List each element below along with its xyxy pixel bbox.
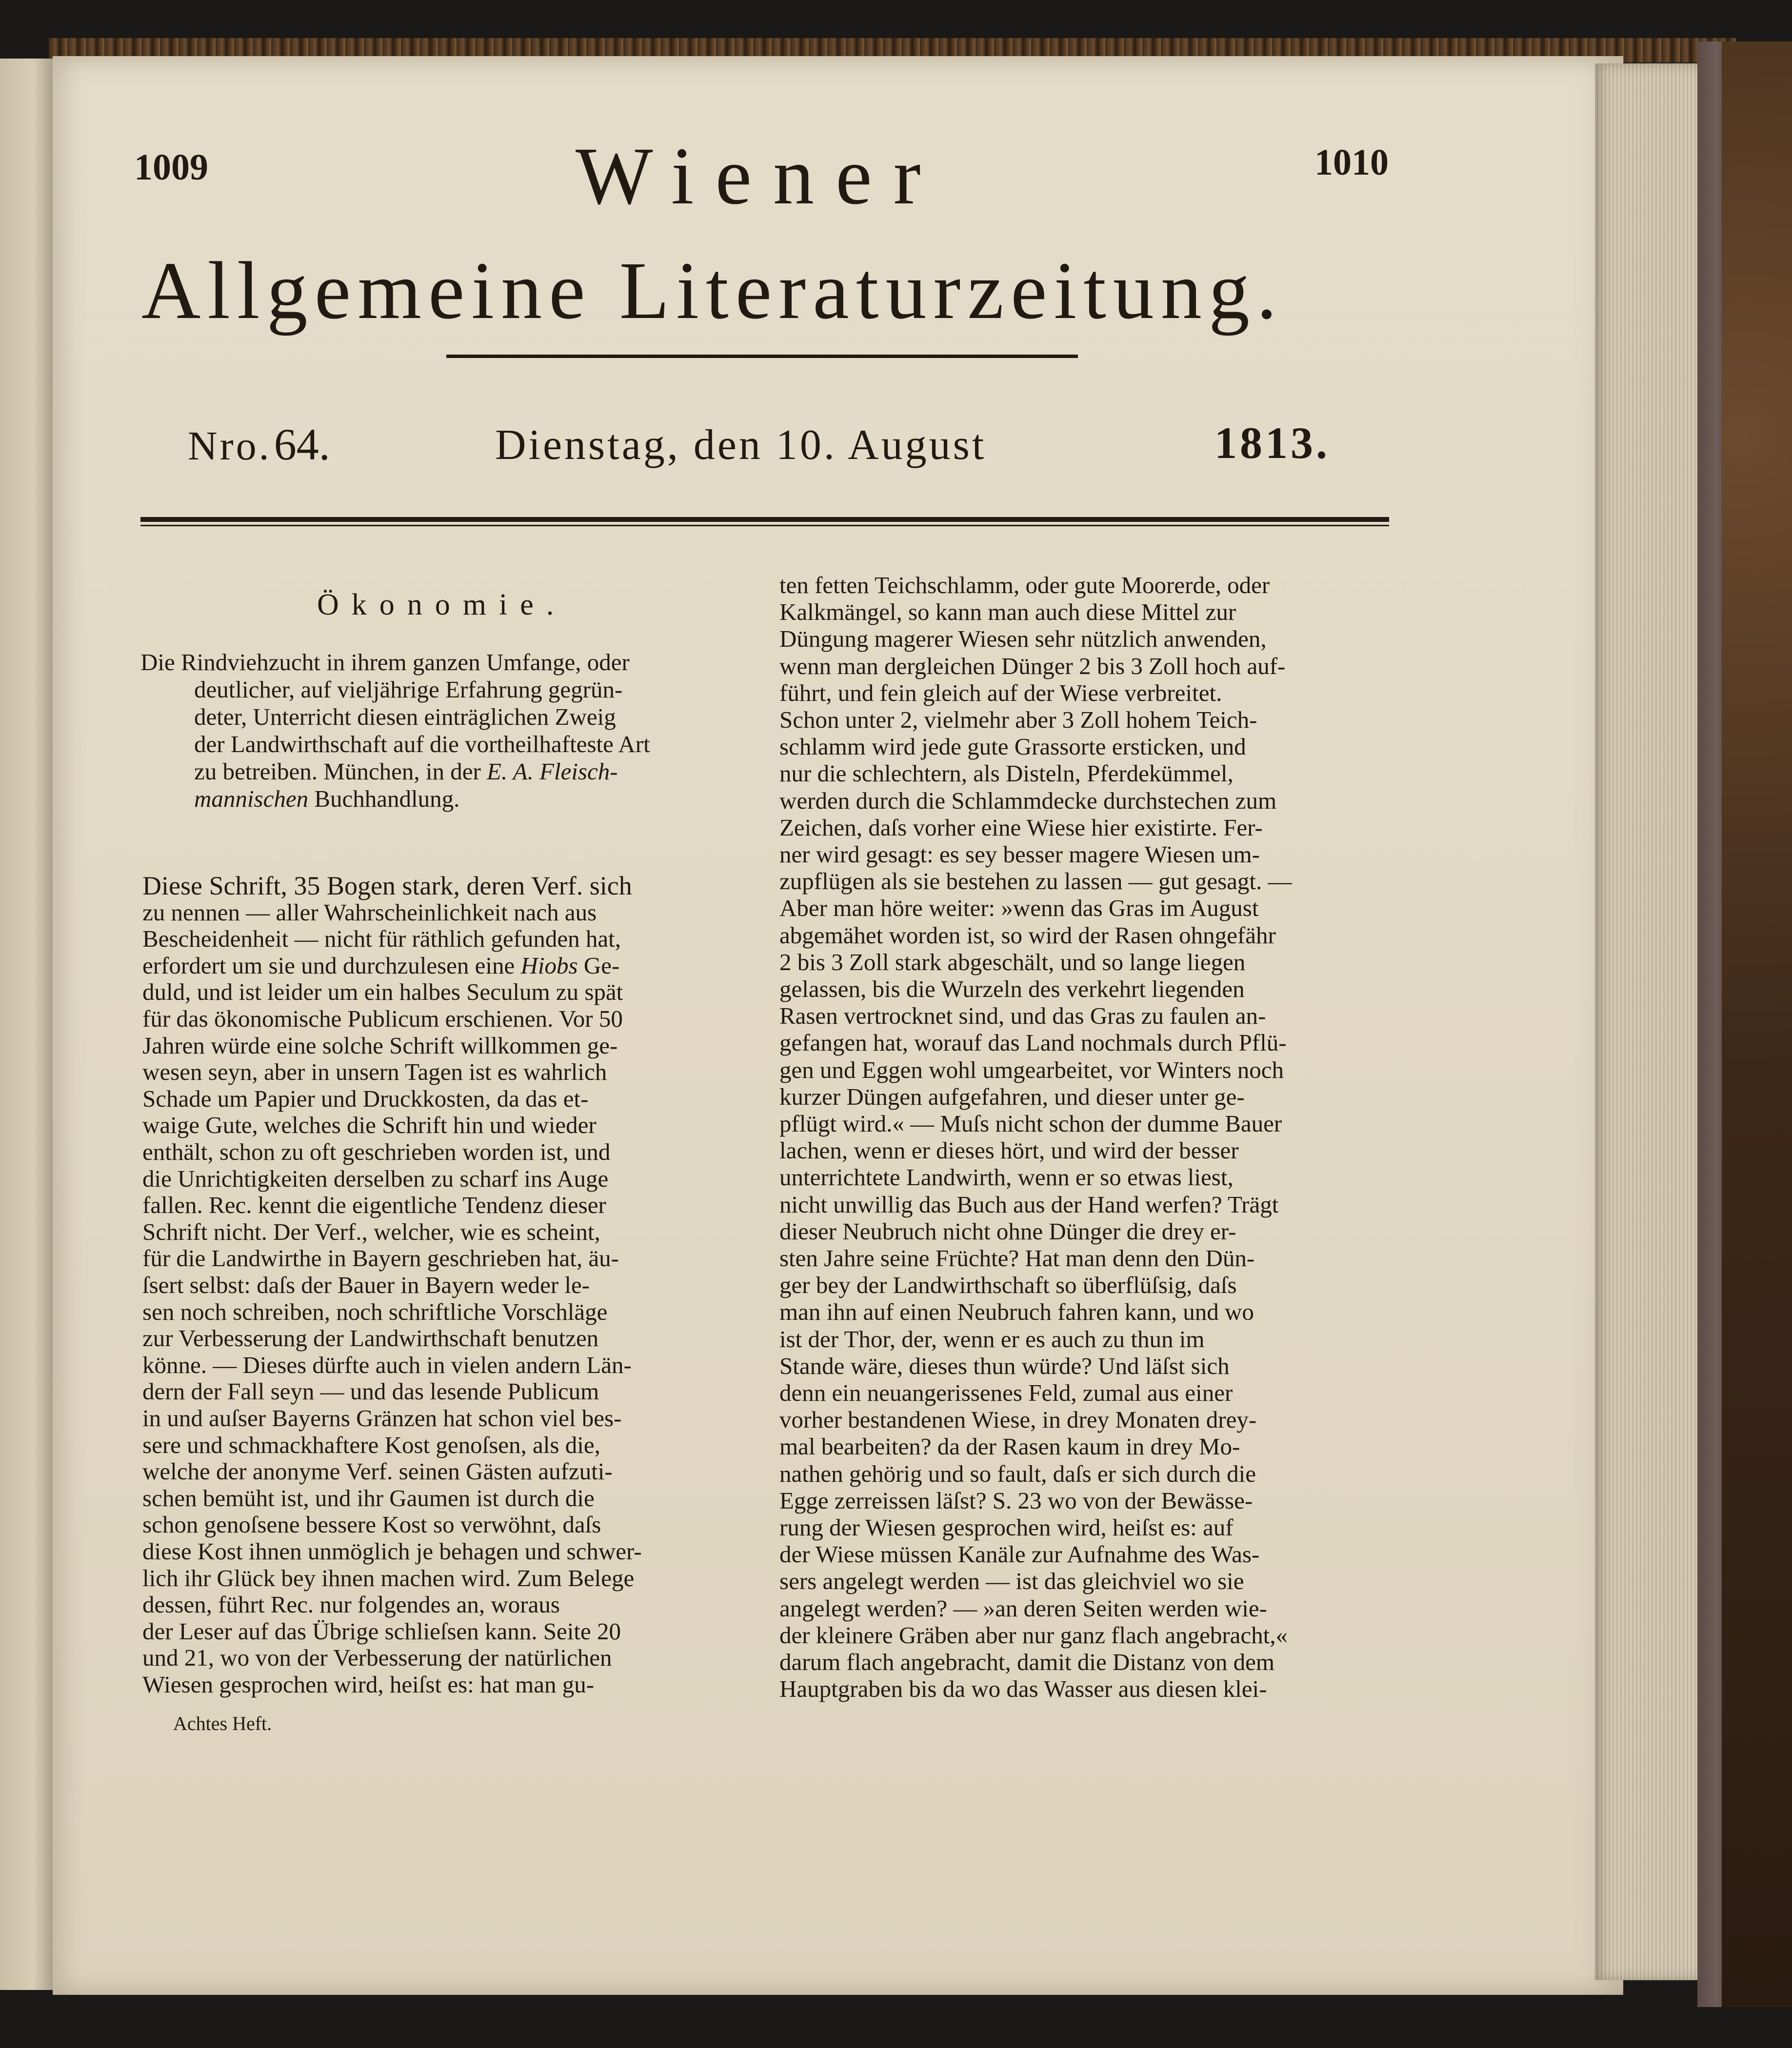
right-column-line: ger bey der Landwirthschaft so überflüſsig, daſs <box>779 1272 1237 1299</box>
left-column-line: ſsert selbst: daſs der Bauer in Bayern weder le- <box>142 1272 590 1298</box>
masthead-rule <box>446 355 1078 358</box>
left-column-line: für das ökonomische Publicum erschienen. Vor 50 <box>142 1005 623 1032</box>
book-entry-end: Buchhandlung. <box>308 785 460 812</box>
page-number-left: 1009 <box>134 147 208 188</box>
masthead-line2: Allgemeine Literaturzeitung. <box>141 245 1284 336</box>
right-column-line: wenn man dergleichen Dünger 2 bis 3 Zoll hoch auf- <box>779 652 1286 679</box>
book-entry-line: deutlicher, auf vieljährige Erfahrung gegrün- <box>194 676 623 703</box>
left-column-line: in und auſser Bayerns Gränzen hat schon viel bes- <box>142 1405 622 1432</box>
left-column-line: duld, und ist leider um ein halbes Seculum zu spät <box>142 978 623 1006</box>
book-entry-publisher: E. A. Fleisch- <box>487 758 618 785</box>
right-column-line: Hauptgraben bis da wo das Wasser aus diesen klei- <box>779 1675 1267 1703</box>
right-column-line: Düngung magerer Wiesen sehr nützlich anwenden, <box>779 625 1267 653</box>
book-entry-line: deter, Unterricht diesen einträglichen Zweig <box>194 703 616 730</box>
left-column-line: die Unrichtigkeiten derselben zu scharf ins Auge <box>142 1165 609 1192</box>
left-column-line: dessen, führt Rec. nur folgendes an, woraus <box>142 1591 560 1618</box>
right-column-line: vorher bestandenen Wiese, in drey Monaten drey- <box>779 1406 1257 1433</box>
left-column-line: zu nennen — aller Wahrscheinlichkeit nach aus <box>142 898 597 926</box>
right-column-line: unterrichtete Landwirth, wenn er so etwas liest, <box>779 1164 1234 1191</box>
left-column-line: diese Kost ihnen unmöglich je behagen und schwer- <box>142 1538 642 1565</box>
left-column-line: für die Landwirthe in Bayern geschrieben hat, äu- <box>142 1245 619 1272</box>
left-column-line: Schade um Papier und Druckkosten, da das et- <box>142 1085 589 1112</box>
left-column-line: und 21, wo von der Verbesserung der natürlichen <box>142 1644 612 1671</box>
right-column-line: Zeichen, daſs vorher eine Wiese hier existirte. Fer- <box>779 814 1263 841</box>
left-column-line: waige Gute, welches die Schrift hin und wieder <box>142 1112 597 1139</box>
right-column-line: gefangen hat, worauf das Land nochmals durch Pflü- <box>779 1029 1287 1056</box>
left-column-line: lich ihr Glück bey ihnen machen wird. Zum Belege <box>142 1564 635 1591</box>
right-column-line: denn ein neuangerissenes Feld, zumal aus einer <box>779 1379 1233 1406</box>
right-column-line: dieser Neubruch nicht ohne Dünger die drey er- <box>779 1217 1236 1245</box>
right-column-line: Rasen vertrocknet sind, und das Gras zu faulen an- <box>779 1002 1266 1030</box>
right-column-line: Schon unter 2, vielmehr aber 3 Zoll hohem Teich- <box>779 706 1257 733</box>
section-heading: Ökonomie. <box>317 588 567 621</box>
issue-number <box>188 418 330 470</box>
line-text-end: Ge- <box>577 952 620 979</box>
right-column-line: Aber man höre weiter: »wenn das Gras im August <box>779 895 1259 922</box>
right-column-line: lachen, wenn er dieses hört, und wird der besser <box>779 1137 1239 1164</box>
right-column-line: gelassen, bis die Wurzeln des verkehrt liegenden <box>779 975 1245 1002</box>
left-column-line: könne. — Dieses dürfte auch in vielen andern Län- <box>142 1351 632 1378</box>
right-column-line: zupflügen als sie bestehen zu lassen — gut gesagt. — <box>779 868 1292 895</box>
book-entry-line <box>194 758 618 785</box>
right-column-line: Egge zerreissen läſst? S. 23 wo von der Bewässe- <box>779 1487 1253 1514</box>
left-column-line: zur Verbesserung der Landwirthschaft benutzen <box>142 1325 599 1352</box>
page-number-right: 1010 <box>1314 142 1389 183</box>
header-rule-thin <box>140 525 1389 526</box>
left-column-line <box>142 952 619 979</box>
right-column-line: der Wiese müssen Kanäle zur Aufnahme des Was- <box>779 1541 1260 1568</box>
issue-date: Dienstag, den 10. August <box>495 421 987 469</box>
right-column-line: mal bearbeiten? da der Rasen kaum in drey Mo- <box>779 1433 1240 1460</box>
left-column-line: welche der anonyme Verf. seinen Gästen aufzuti- <box>142 1458 613 1485</box>
book-cover <box>1722 41 1792 2007</box>
issue-year: 1813. <box>1215 418 1330 468</box>
left-column-line: sen noch schreiben, noch schriftliche Vorschläge <box>142 1298 608 1325</box>
left-column-line: dern der Fall seyn — und das lesende Publicum <box>142 1378 599 1405</box>
right-column-line: 2 bis 3 Zoll stark abgeschält, und so lange liegen <box>779 948 1246 975</box>
right-column-line: kurzer Düngen aufgefahren, und dieser unter ge- <box>779 1083 1245 1110</box>
footer-signature: Achtes Heft. <box>173 1712 272 1734</box>
left-column-line: schen bemüht ist, und ihr Gaumen ist durch die <box>142 1484 595 1511</box>
left-column-line: Jahren würde eine solche Schrift willkommen ge- <box>142 1032 618 1059</box>
right-column-line: ten fetten Teichschlamm, oder gute Moorerde, oder <box>779 572 1270 598</box>
right-column-line: man ihn auf einen Neubruch fahren kann, und wo <box>779 1298 1254 1326</box>
left-column-line: Schrift nicht. Der Verf., welcher, wie es scheint, <box>142 1218 600 1245</box>
right-column-line: ner wird gesagt: es sey besser magere Wiesen um- <box>779 841 1260 868</box>
header-rule-thick <box>140 517 1389 522</box>
right-column-line: darum flach angebracht, damit die Distanz von dem <box>779 1649 1275 1675</box>
right-column-line: Kalkmängel, so kann man auch diese Mittel zur <box>779 598 1236 626</box>
issue-value: 64. <box>274 419 330 469</box>
right-column-line: nathen gehörig und so fault, daſs er sich durch die <box>779 1460 1256 1487</box>
line-text: erfordert um sie und durchzulesen eine <box>142 952 521 979</box>
left-column-line: schon genoſsene bessere Kost so verwöhnt, daſs <box>142 1511 601 1538</box>
right-column-line: angelegt werden? — »an deren Seiten werden wie- <box>779 1594 1267 1622</box>
book-entry-publisher-cont: mannischen <box>194 785 309 812</box>
left-column-line: Diese Schrift, 35 Bogen stark, deren Verf. sich <box>142 871 632 900</box>
right-column-line: nur die schlechtern, als Disteln, Pferdekümmel, <box>779 760 1234 787</box>
right-column-line: sers angelegt werden — ist das gleichviel wo sie <box>779 1568 1244 1595</box>
left-column-line: der Leser auf das Übrige schlieſsen kann. Seite 20 <box>142 1617 621 1645</box>
left-column-line: wesen seyn, aber in unsern Tagen ist es wahrlich <box>142 1058 607 1086</box>
right-column-line: der kleinere Gräben aber nur ganz flach angebracht,« <box>779 1621 1288 1649</box>
line-italic: Hiobs <box>520 952 578 979</box>
right-column-line: führt, und fein gleich auf der Wiese verbreitet. <box>779 679 1222 706</box>
book-entry-line <box>194 785 459 813</box>
right-column-line: abgemähet worden ist, so wird der Rasen ohngefähr <box>779 921 1276 949</box>
book-entry-text: zu betreiben. München, in der <box>194 758 487 785</box>
masthead-line1: Wiener <box>576 131 942 221</box>
left-column-line: Wiesen gesprochen wird, heiſst es: hat man gu- <box>142 1671 595 1698</box>
right-column-line: rung der Wiesen gesprochen wird, heiſst es: auf <box>779 1514 1234 1541</box>
right-column-line: werden durch die Schlammdecke durchstechen zum <box>779 787 1277 814</box>
left-column-line: sere und schmackhaftere Kost genoſsen, als die, <box>142 1431 600 1458</box>
right-column-line: ist der Thor, der, wenn er es auch zu thun im <box>779 1325 1205 1352</box>
left-column-line: enthält, schon zu oft geschrieben worden ist, und <box>142 1138 611 1165</box>
right-column-line: gen und Eggen wohl umgearbeitet, vor Winters noch <box>779 1056 1284 1083</box>
right-column-line: Stande wäre, dieses thun würde? Und läſst sich <box>779 1352 1230 1379</box>
left-column-line: fallen. Rec. kennt die eigentliche Tendenz dieser <box>142 1192 606 1219</box>
left-column-line: Bescheidenheit — nicht für räthlich gefunden hat, <box>142 925 621 953</box>
right-column-line: pflügt wird.« — Muſs nicht schon der dumme Bauer <box>779 1110 1282 1137</box>
right-column-line: sten Jahre seine Früchte? Hat man denn den Dün- <box>779 1245 1255 1272</box>
book-entry-line: der Landwirthschaft auf die vortheilhafteste Art <box>194 731 650 757</box>
issue-prefix: Nro. <box>188 423 272 469</box>
facing-page-edge <box>0 59 56 1990</box>
right-column-line: nicht unwillig das Buch aus der Hand werfen? Trägt <box>779 1191 1279 1218</box>
book-entry-line: Die Rindviehzucht in ihrem ganzen Umfange, oder <box>140 649 630 676</box>
right-column-line: schlamm wird jede gute Grassorte ersticken, und <box>779 733 1246 760</box>
